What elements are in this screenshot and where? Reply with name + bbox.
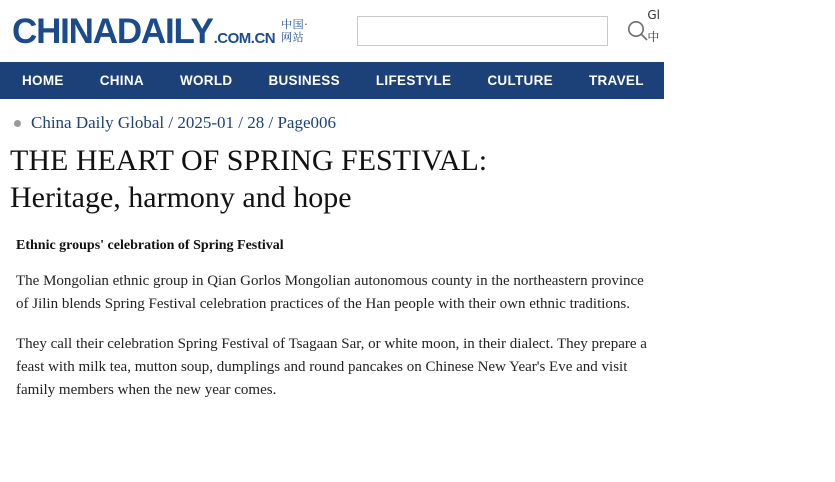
breadcrumb-text[interactable]: China Daily Global / 2025-01 / 28 / Page006 bbox=[31, 113, 337, 132]
logo-chinese-badge bbox=[281, 19, 311, 48]
search-box[interactable] bbox=[357, 16, 608, 46]
nav-item-lifestyle[interactable]: LIFESTYLE bbox=[375, 73, 452, 88]
search-input[interactable] bbox=[358, 17, 607, 45]
page-title bbox=[10, 143, 664, 216]
main-nav bbox=[0, 62, 817, 99]
headline-line-1: THE HEART OF SPRING FESTIVAL: bbox=[10, 144, 488, 177]
bullet-icon bbox=[14, 120, 21, 127]
nav-item-home[interactable]: HOME bbox=[22, 73, 64, 88]
logo-domain-text: .COM.CN bbox=[213, 29, 276, 47]
site-header bbox=[0, 0, 664, 62]
site-logo[interactable] bbox=[12, 11, 311, 51]
headline-line-2: Heritage, harmony and hope bbox=[10, 180, 352, 214]
nav-item-video[interactable]: VIDEO bbox=[679, 73, 724, 88]
nav-item-sports[interactable]: SPORTS bbox=[759, 73, 817, 88]
logo-text-wrap bbox=[12, 11, 213, 51]
header-right-links bbox=[647, 8, 660, 45]
nav-item-culture[interactable]: CULTURE bbox=[487, 73, 553, 88]
header-link-chinese[interactable]: 中 bbox=[647, 30, 660, 44]
logo-daily-text: DAILY bbox=[116, 11, 213, 51]
article-paragraph-1: The Mongolian ethnic group in Qian Gorlos Mongolian autonomous county in the northeastern province of Jilin blends Spring Festival celebration practices of the Han people with their own ethnic traditions. bbox=[16, 273, 644, 313]
nav-item-china[interactable]: CHINA bbox=[99, 73, 144, 88]
logo-chinese-text: 中国·网站 bbox=[281, 18, 309, 44]
article-paragraph-2: They call their celebration Spring Festival of Tsagaan Sar, or white moon, in their dialect. They prepare a feast with milk tea, mutton soup, dumplings and round pancakes on Chinese New Year's Eve and visit family members when the new year comes. bbox=[16, 335, 647, 399]
breadcrumb bbox=[0, 99, 664, 133]
article-subhead: Ethnic groups' celebration of Spring Festival bbox=[16, 238, 284, 254]
logo-china-text: CHINA bbox=[12, 11, 117, 51]
nav-item-business[interactable]: BUSINESS bbox=[268, 73, 340, 88]
header-link-global[interactable]: Gl bbox=[647, 8, 660, 22]
nav-item-travel[interactable]: TRAVEL bbox=[588, 73, 644, 88]
nav-item-world[interactable]: WORLD bbox=[179, 73, 233, 88]
